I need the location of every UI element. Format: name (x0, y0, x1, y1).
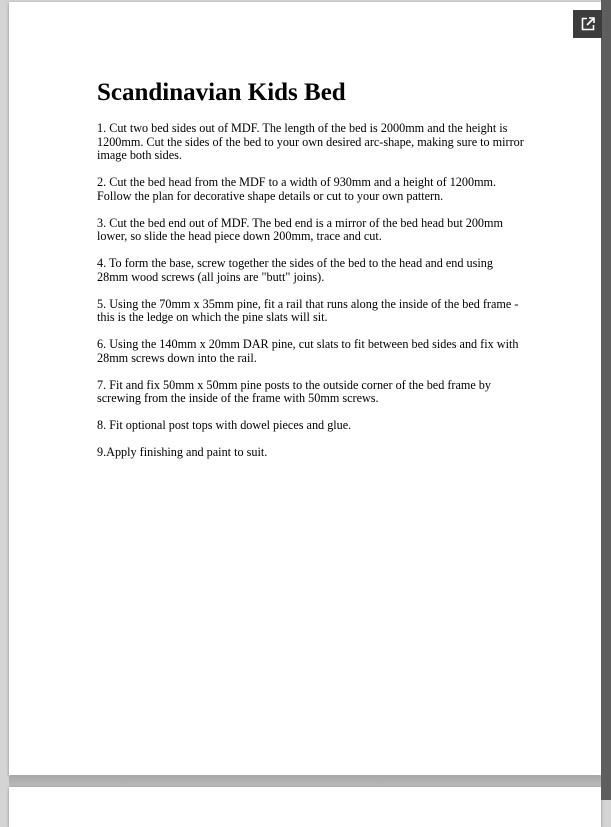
step-9: 9.Apply finishing and paint to suit. (97, 445, 268, 459)
step-2: 2. Cut the bed head from the MDF to a width of 930mm and a height of 1200mm. Follow the plan for decorative shape details or cut to your own pattern. (97, 175, 497, 203)
step-4: 4. To form the base, screw together the sides of the bed to the head and end using 28mm wood screws (all joins are "butt" joins). (97, 256, 493, 284)
step-3: 3. Cut the bed end out of MDF. The bed end is a mirror of the bed head but 200mm lower, so slide the head piece down 200mm, trace and cut. (97, 215, 503, 243)
document-title: Scandinavian Kids Bed (97, 79, 346, 106)
step-8: 8. Fit optional post tops with dowel pieces and glue. (97, 418, 352, 432)
document-page-1 (9, 2, 601, 775)
open-external-button[interactable] (573, 10, 602, 38)
step-6: 6. Using the 140mm x 20mm DAR pine, cut slats to fit between bed sides and fix with 28mm screws down into the rail. (97, 337, 519, 365)
step-7: 7. Fit and fix 50mm x 50mm pine posts to the outside corner of the bed frame by screwing from the inside of the frame with 50mm screws. (97, 377, 491, 405)
scrollbar[interactable] (601, 0, 611, 800)
step-5: 5. Using the 70mm x 35mm pine, fit a rail that runs along the inside of the bed frame - this is the ledge on which the pine slats will sit. (97, 296, 519, 324)
document-page-2 (9, 787, 601, 827)
open-in-new-icon (581, 17, 595, 31)
page-gap (9, 776, 601, 787)
step-1: 1. Cut two bed sides out of MDF. The length of the bed is 2000mm and the height is 1200mm. Cut the sides of the bed to your own desired arc-shape, making sure to mirror image both sides. (97, 121, 524, 162)
document-content (97, 78, 527, 473)
